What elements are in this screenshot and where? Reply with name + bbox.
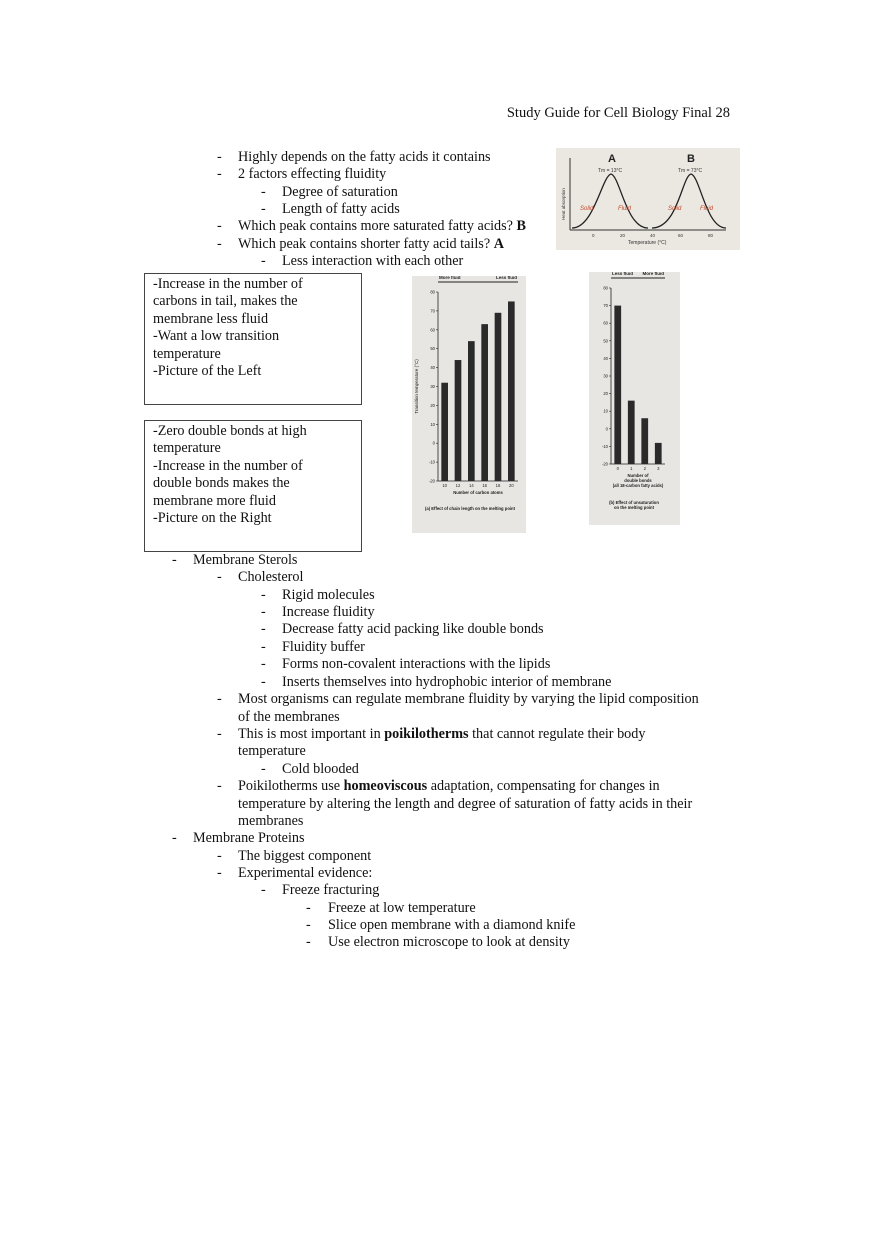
outline-line <box>306 917 576 934</box>
box-line: membrane more fluid <box>153 492 276 509</box>
bullet-dash: - <box>217 848 222 864</box>
bullet-dash: - <box>306 934 311 950</box>
outline-line <box>217 865 373 882</box>
bullet-dash: - <box>261 882 266 898</box>
line-text: Which peak contains more saturated fatty acids? <box>238 218 513 234</box>
line-text: This is most important in <box>238 726 381 742</box>
x-tick-label: 14 <box>468 483 474 488</box>
bullet-dash: - <box>261 587 266 603</box>
bullet-dash: - <box>217 569 222 585</box>
temp-xlabel: Temperature (°C) <box>628 240 667 246</box>
box-line: -Picture on the Right <box>153 510 272 527</box>
box-line: -Increase in the number of <box>153 457 303 474</box>
outline-line <box>217 778 660 795</box>
bar <box>495 313 502 481</box>
line-text: Degree of saturation <box>282 184 398 200</box>
bar <box>641 418 648 464</box>
x-tick-label: 2 <box>643 466 646 471</box>
dsc-tick-label: 80 <box>708 233 714 238</box>
line-text: Membrane Proteins <box>193 830 305 846</box>
y-tick-label: 10 <box>603 408 608 414</box>
outline-line <box>261 621 544 638</box>
box-line: -Picture of the Left <box>153 363 262 380</box>
x-axis-label: (all 18-carbon fatty acids) <box>612 483 664 488</box>
x-tick-label: 10 <box>442 483 448 488</box>
line-text: Membrane Sterols <box>193 552 298 568</box>
y-tick-label: -20 <box>428 478 435 484</box>
line-text: Forms non-covalent interactions with the lipids <box>282 656 551 672</box>
bullet-dash: - <box>306 900 311 916</box>
x-tick-label: 0 <box>616 466 619 471</box>
bullet-dash: - <box>217 166 222 182</box>
outline-line <box>261 201 400 218</box>
line-text: Freeze fracturing <box>282 882 380 898</box>
bullet-dash: - <box>217 149 222 165</box>
line-text: Poikilotherms use <box>238 778 341 794</box>
solid-a-label: Solid <box>580 206 594 212</box>
box-line: -Want a low transition <box>153 328 280 345</box>
outline-line <box>261 184 398 201</box>
line-text: 2 factors effecting fluidity <box>238 166 387 182</box>
line-text: Cholesterol <box>238 569 304 585</box>
arrow-right-label: Less fluid <box>495 276 517 280</box>
bullet-dash: - <box>217 218 222 234</box>
line-text: Cold blooded <box>282 761 359 777</box>
bold-term: B <box>516 218 526 234</box>
line-text: temperature by altering the length and degree of saturation of fatty acids in their <box>238 796 693 812</box>
outline-line <box>238 813 303 830</box>
x-axis-label: Number of carbon atoms <box>453 490 503 495</box>
y-tick-label: 40 <box>430 365 435 371</box>
bar <box>468 341 475 481</box>
line-text: Length of fatty acids <box>282 201 400 217</box>
bullet-dash: - <box>306 917 311 933</box>
dsc-tick-label: 0 <box>592 233 595 238</box>
line-text: Fluidity buffer <box>282 639 365 655</box>
bullet-dash: - <box>261 604 266 620</box>
outline-line <box>261 882 380 899</box>
bold-term: homeoviscous <box>343 778 428 794</box>
x-axis-label: double bonds <box>624 478 652 483</box>
y-tick-label: 20 <box>603 391 608 397</box>
box-line: carbons in tail, makes the <box>153 293 298 310</box>
line-text: Rigid molecules <box>282 587 375 603</box>
outline-line <box>261 639 365 656</box>
line-text: Decrease fatty acid packing like double bonds <box>282 621 544 637</box>
outline-line <box>261 587 375 604</box>
chart-caption: (b) Effect of unsaturation <box>609 500 659 505</box>
y-tick-label: 50 <box>430 346 435 352</box>
outline-line <box>238 796 692 813</box>
line-text: adaptation, compensating for changes in <box>430 778 660 794</box>
box-line: -Increase in the number of <box>153 276 303 292</box>
line-text: Most organisms can regulate membrane fluidity by varying the lipid composition <box>238 691 699 707</box>
x-tick-label: 18 <box>495 483 501 488</box>
outline-line <box>238 743 306 760</box>
line-text: Use electron microscope to look at density <box>328 934 570 950</box>
line-text: temperature <box>238 743 306 759</box>
tm-a-label: Tm = 13°C <box>598 168 623 174</box>
chart-caption: (a) Effect of chain length on the melting point <box>424 506 516 511</box>
x-tick-label: 3 <box>657 466 660 471</box>
note-box-unsaturation <box>144 420 362 552</box>
arrow-left-label: Less fluid <box>612 272 634 276</box>
arrow-left-label: More fluid <box>439 276 461 280</box>
bar <box>481 324 488 481</box>
line-text: The biggest component <box>238 848 372 864</box>
bullet-dash: - <box>217 236 222 252</box>
box-line: temperature <box>153 345 221 362</box>
outline-line <box>217 569 304 586</box>
y-tick-label: -10 <box>428 459 435 465</box>
outline-line <box>261 656 551 673</box>
figure-dsc-peaks <box>556 148 740 250</box>
outline-line <box>261 674 612 691</box>
y-tick-label: 70 <box>603 303 608 309</box>
outline-line <box>172 830 305 847</box>
bullet-dash: - <box>172 552 177 568</box>
dsc-tick-label: 60 <box>678 233 684 238</box>
x-axis-label: Number of <box>627 473 649 478</box>
y-tick-label: -10 <box>601 443 608 449</box>
bullet-dash: - <box>217 865 222 881</box>
bar <box>628 401 635 464</box>
y-tick-label: 60 <box>603 320 608 326</box>
line-text: membranes <box>238 813 304 829</box>
y-tick-label: 20 <box>430 402 435 408</box>
arrow-right-label: More fluid <box>642 272 664 276</box>
x-tick-label: 12 <box>455 483 461 488</box>
bullet-dash: - <box>172 830 177 846</box>
line-text: Slice open membrane with a diamond knife <box>328 917 576 933</box>
bullet-dash: - <box>261 201 266 217</box>
y-tick-label: 70 <box>430 308 435 314</box>
bullet-dash: - <box>261 184 266 200</box>
bold-term: A <box>493 236 504 252</box>
chart-caption: on the melting point <box>613 505 655 510</box>
outline-line <box>261 253 464 270</box>
outline-line <box>238 709 340 726</box>
bar <box>655 443 662 464</box>
fluid-a-label: Fluid <box>618 206 632 212</box>
y-tick-label: 30 <box>603 373 608 379</box>
bullet-dash: - <box>261 621 266 637</box>
heat-ylabel: Heat absorption <box>561 188 566 220</box>
line-text: Increase fluidity <box>282 604 375 620</box>
bullet-dash: - <box>261 674 266 690</box>
outline-line <box>217 218 526 235</box>
outline-line <box>306 934 570 951</box>
bullet-dash: - <box>261 656 266 672</box>
bullet-dash: - <box>217 778 222 794</box>
line-text: Experimental evidence: <box>238 865 373 881</box>
outline-line <box>217 848 372 865</box>
outline-line <box>217 149 491 166</box>
solid-b-label: Solid <box>668 206 682 212</box>
line-text: Which peak contains shorter fatty acid tails? <box>238 236 491 252</box>
bold-term: poikilotherms <box>384 726 469 742</box>
bar <box>508 301 515 481</box>
peak-a-label: A <box>608 153 616 165</box>
y-tick-label: -20 <box>601 461 608 467</box>
y-tick-label: 80 <box>430 289 435 295</box>
y-tick-label: 0 <box>605 426 608 432</box>
outline-line <box>217 691 699 708</box>
dsc-tick-label: 20 <box>620 233 626 238</box>
bullet-dash: - <box>217 726 222 742</box>
tm-b-label: Tm = 73°C <box>678 168 703 174</box>
y-tick-label: 0 <box>432 440 435 446</box>
outline-line <box>217 726 646 743</box>
bullet-dash: - <box>261 761 266 777</box>
y-axis-label: Transition temperature (°C) <box>414 359 419 414</box>
outline-line <box>306 900 476 917</box>
peak-b-label: B <box>687 153 695 165</box>
y-tick-label: 10 <box>430 421 435 427</box>
line-text: Freeze at low temperature <box>328 900 476 916</box>
fluid-b-label: Fluid <box>700 206 714 212</box>
dsc-tick-label: 40 <box>650 233 656 238</box>
x-tick-label: 16 <box>482 483 488 488</box>
y-tick-label: 60 <box>430 327 435 333</box>
outline-line <box>217 166 387 183</box>
box-line: temperature <box>153 440 221 457</box>
outline-line <box>261 604 375 621</box>
line-text: that cannot regulate their body <box>472 726 646 742</box>
box-line: membrane less fluid <box>153 310 269 327</box>
outline-line <box>172 552 298 569</box>
figure-unsaturation <box>589 272 680 525</box>
bullet-dash: - <box>217 691 222 707</box>
line-text: Less interaction with each other <box>282 253 464 269</box>
figure-chain-length <box>412 276 526 533</box>
box-line: double bonds makes the <box>153 475 290 492</box>
page-header: Study Guide for Cell Biology Final 28 <box>506 105 730 121</box>
bullet-dash: - <box>261 639 266 655</box>
line-text: Inserts themselves into hydrophobic interior of membrane <box>282 674 612 690</box>
outline-line <box>217 236 504 253</box>
bar <box>614 306 621 464</box>
bar <box>441 383 448 481</box>
bullet-dash: - <box>261 253 266 269</box>
line-text: Highly depends on the fatty acids it contains <box>238 149 491 165</box>
bar <box>455 360 462 481</box>
box-line: -Zero double bonds at high <box>153 423 307 439</box>
y-tick-label: 30 <box>430 384 435 389</box>
x-tick-label: 1 <box>630 466 633 471</box>
note-box-chain-length <box>144 273 362 405</box>
outline-line <box>261 761 359 778</box>
x-tick-label: 20 <box>508 483 514 488</box>
y-tick-label: 50 <box>603 338 608 344</box>
line-text: of the membranes <box>238 709 340 725</box>
y-tick-label: 80 <box>603 285 608 291</box>
y-tick-label: 40 <box>603 355 608 361</box>
